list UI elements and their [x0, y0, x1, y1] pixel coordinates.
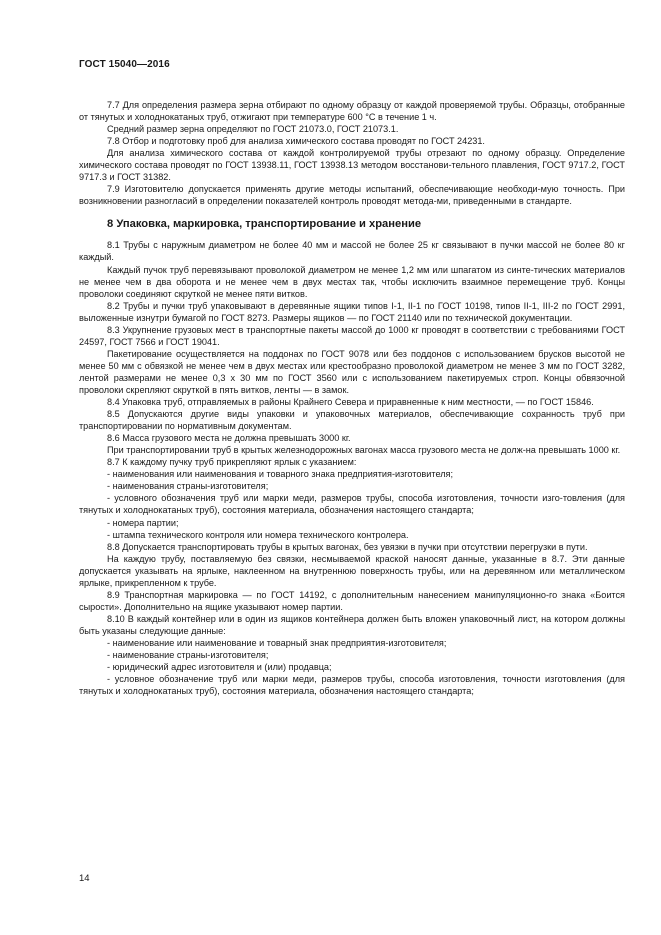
paragraph-7-8-analysis: Для анализа химического состава от каждой контролируемой трубы отрезают по одному образцу. Определение химического состава проводят по ГОСТ 13938.11, ГОСТ 13938.13 методом восстанови-тельного плавления, ГОСТ 9717.2, ГОСТ 9717.3 и ГОСТ 31382.	[79, 148, 625, 183]
paragraph-8-6-railway: При транспортировании труб в крытых железнодорожных вагонах масса грузового места не долж-на превышать 1000 кг.	[107, 445, 621, 456]
paragraph-8-5: 8.5 Допускаются другие виды упаковки и упаковочных материалов, обеспечивающие сохранность труб при транспортировании по нормативным документам.	[79, 409, 625, 432]
paragraph-8-8-marking: На каждую трубу, поставляемую без связки, несмываемой краской наносят данные, указанные в 8.7. Эти данные допускается указывать на ярлыке, наклеенном на внутреннюю поверхность трубы, или на деревянном или металлическом ярлыке, прикрепленном к трубе.	[79, 553, 625, 588]
paragraph-7-7: 7.7 Для определения размера зерна отбирают по одному образцу от каждой проверяемой трубы. Образцы, отобранные от тянутых и холоднокатаных труб, отжигают при температуре 600 °С в течение 1 ч.	[79, 100, 625, 123]
list-item: - номера партии;	[107, 517, 179, 528]
paragraph-8-2: 8.2 Трубы и пучки труб упаковывают в деревянные ящики типов I-1, II-1 по ГОСТ 10198, типов II-1, III-2 по ГОСТ 2991, выложенные изнутри бумагой по ГОСТ 8273. Размеры ящиков — по ГОСТ 21140 или по технической документации.	[79, 300, 625, 323]
document-body	[79, 99, 625, 697]
paragraph-8-1: 8.1 Трубы с наружным диаметром не более 40 мм и массой не более 25 кг связывают в пучки массой не более 80 кг каждый.	[79, 240, 625, 263]
list-item: - штампа технического контроля или номера технического контролера.	[107, 529, 409, 540]
paragraph-8-10: 8.10 В каждый контейнер или в один из ящиков контейнера должен быть вложен упаковочный лист, на котором должны быть указаны следующие данные:	[79, 613, 625, 636]
list-item: - наименования страны-изготовителя;	[107, 481, 269, 492]
paragraph-8-1-bundle: Каждый пучок труб перевязывают проволокой диаметром не менее 1,2 мм или шпагатом из синте-тических материалов не менее чем в два оборота и не менее чем в двух местах так, чтобы исключить взаимное перемещение труб. Концы проволоки соединяют скруткой не менее пяти витков.	[79, 264, 625, 299]
list-item: - условное обозначение труб или марки меди, размеров трубы, способа изготовления, точности изготовления (для тянутых и холоднокатаных труб), состояния материала, обозначения настоящего стандарта;	[79, 674, 625, 697]
paragraph-7-9: 7.9 Изготовителю допускается применять другие методы испытаний, обеспечивающие необходи-мую точность. При возникновении разногласий в определении показателей контроль проводят метода-ми, приведенными в стандарте.	[79, 184, 625, 207]
paragraph-8-3-packaging: Пакетирование осуществляется на поддонах по ГОСТ 9078 или без поддонов с использованием брусков высотой не менее 50 мм с обвязкой не менее чем в двух местах или крестообразно проволокой диаметром не менее 3 мм по ГОСТ 3282, лентой размерами не менее 0,3 х 30 мм по ГОСТ 3560 или с использованием пакетируемых строп. Концы обвязочной проволоки скрепляют скруткой в пять витков, ленты — в замок.	[79, 348, 625, 395]
list-item: - юридический адрес изготовителя и (или) продавца;	[107, 662, 332, 673]
paragraph-8-8: 8.8 Допускается транспортировать трубы в крытых вагонах, без увязки в пучки при отсутствии перегрузки в пути.	[107, 541, 588, 552]
document-code: ГОСТ 15040—2016	[79, 59, 170, 70]
paragraph-8-6: 8.6 Масса грузового места не должна превышать 3000 кг.	[107, 433, 351, 444]
section-8-title: 8 Упаковка, маркировка, транспортирование и хранение	[107, 218, 422, 231]
paragraph-7-7-grain: Средний размер зерна определяют по ГОСТ 21073.0, ГОСТ 21073.1.	[107, 124, 399, 135]
paragraph-8-7: 8.7 К каждому пучку труб прикрепляют ярлык с указанием:	[107, 457, 357, 468]
paragraph-7-8: 7.8 Отбор и подготовку проб для анализа химического состава проводят по ГОСТ 24231.	[107, 136, 485, 147]
paragraph-8-3: 8.3 Укрупнение грузовых мест в транспортные пакеты массой до 1000 кг проводят в соответствии с требованиями ГОСТ 24597, ГОСТ 7566 и ГОСТ 19041.	[79, 324, 625, 347]
list-item: - наименование страны-изготовителя;	[107, 650, 269, 661]
paragraph-8-4: 8.4 Упаковка труб, отправляемых в районы Крайнего Севера и приравненные к ним местности, — по ГОСТ 15846.	[107, 397, 594, 408]
list-item: - условного обозначения труб или марки меди, размеров трубы, способа изготовления, точности изго-товления (для тянутых и холоднокатаных труб), состояния материала, обозначения настоящего стандарта;	[79, 493, 625, 516]
list-item: - наименование или наименование и товарный знак предприятия-изготовителя;	[107, 637, 447, 648]
list-item: - наименования или наименования и товарного знака предприятия-изготовителя;	[107, 469, 454, 480]
page-number: 14	[79, 873, 90, 884]
paragraph-8-9: 8.9 Транспортная маркировка — по ГОСТ 14192, с дополнительным нанесением манипуляционно-го знака «Боится сырости». Дополнительно на ящике указывают номер партии.	[79, 589, 625, 612]
